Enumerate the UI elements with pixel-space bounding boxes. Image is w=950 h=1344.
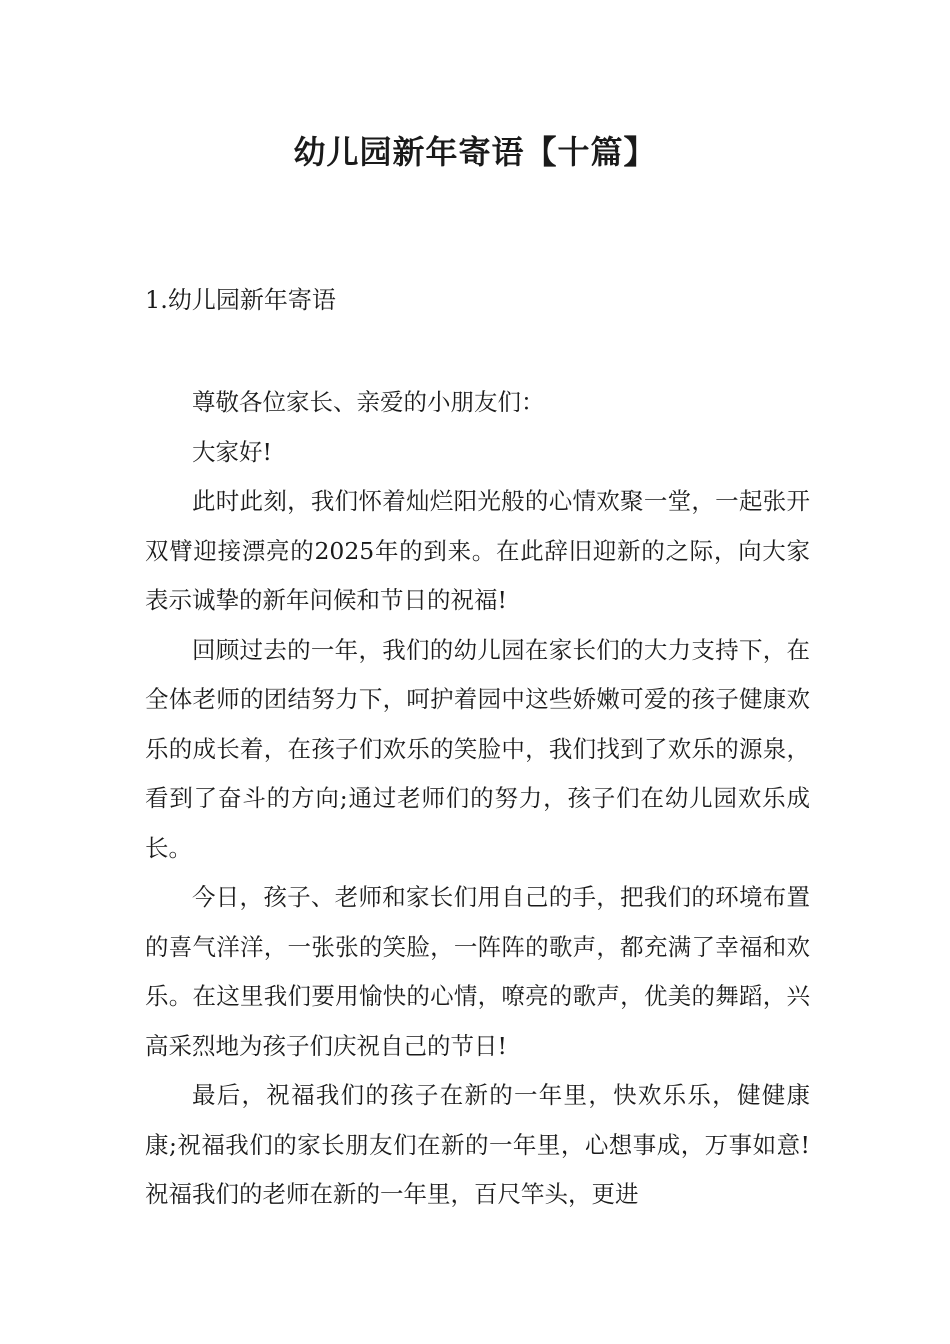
body-paragraph: 此时此刻，我们怀着灿烂阳光般的心情欢聚一堂，一起张开双臂迎接漂亮的2025年的到来。在此辞旧迎新的之际，向大家表示诚挚的新年问候和节日的祝福! bbox=[145, 487, 810, 614]
body-paragraph: 最后，祝福我们的孩子在新的一年里，快欢乐乐，健健康康;祝福我们的家长朋友们在新的一年里，心想事成，万事如意!祝福我们的老师在新的一年里，百尺竿头，更进 bbox=[145, 1081, 810, 1208]
body-paragraph: 回顾过去的一年，我们的幼儿园在家长们的大力支持下，在全体老师的团结努力下，呵护着园中这些娇嫩可爱的孩子健康欢乐的成长着，在孩子们欢乐的笑脸中，我们找到了欢乐的源泉，看到了奋斗的方向;通过老师们的努力，孩子们在幼儿园欢乐成长。 bbox=[145, 635, 810, 862]
section-heading: 1.幼儿园新年寄语 bbox=[145, 286, 336, 314]
body-text bbox=[145, 378, 810, 1220]
body-paragraph: 今日，孩子、老师和家长们用自己的手，把我们的环境布置的喜气洋洋，一张张的笑脸，一阵阵的歌声，都充满了幸福和欢乐。在这里我们要用愉快的心情，嘹亮的歌声，优美的舞蹈，兴高采烈地为孩子们庆祝自己的节日! bbox=[145, 883, 810, 1060]
hello-paragraph: 大家好! bbox=[192, 437, 272, 466]
document-title: 幼儿园新年寄语【十篇】 bbox=[293, 133, 657, 171]
greeting-paragraph: 尊敬各位家长、亲爱的小朋友们： bbox=[192, 388, 545, 416]
